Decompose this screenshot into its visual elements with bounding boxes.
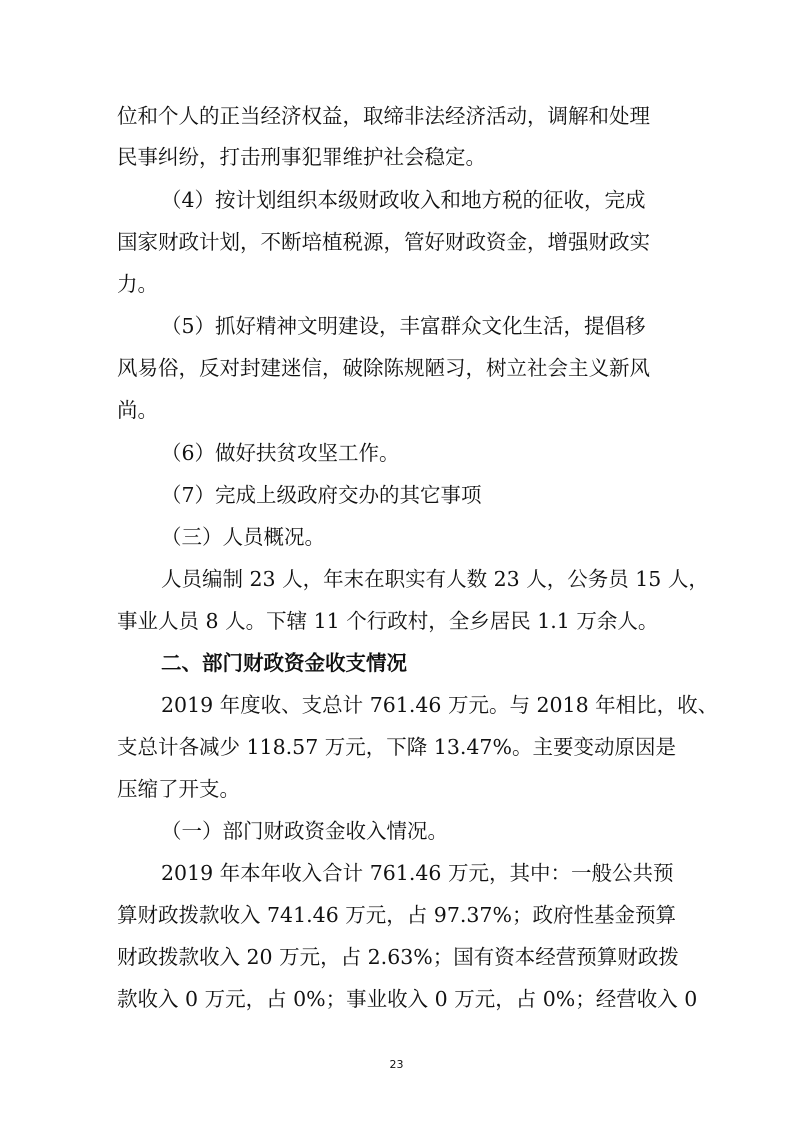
- paragraph-line: 压缩了开支。: [117, 777, 240, 801]
- paragraph-line: 2019 年本年收入合计 761.46 万元，其中：一般公共预: [161, 861, 674, 885]
- paragraph-line: 尚。: [117, 398, 158, 422]
- list-item-7: （7）完成上级政府交办的其它事项: [161, 483, 482, 507]
- paragraph-line: 支总计各减少 118.57 万元，下降 13.47%。主要变动原因是: [117, 735, 676, 759]
- paragraph-line: 位和个人的正当经济权益，取缔非法经济活动，调解和处理: [117, 104, 650, 128]
- subsection-heading-staff: （三）人员概况。: [161, 525, 325, 549]
- subsection-heading-income: （一）部门财政资金收入情况。: [161, 819, 448, 843]
- list-item-4: （4）按计划组织本级财政收入和地方税的征收，完成: [161, 188, 646, 212]
- paragraph-line: 事业人员 8 人。下辖 11 个行政村，全乡居民 1.1 万余人。: [117, 609, 659, 633]
- list-item-5: （5）抓好精神文明建设，丰富群众文化生活，提倡移: [161, 314, 646, 338]
- list-item-6: （6）做好扶贫攻坚工作。: [161, 441, 400, 465]
- page-number: 23: [389, 1058, 404, 1071]
- paragraph-line: 2019 年度收、支总计 761.46 万元。与 2018 年相比，收、: [161, 693, 719, 717]
- paragraph-line: 风易俗，反对封建迷信，破除陈规陋习，树立社会主义新风: [117, 356, 650, 380]
- paragraph-line: 人员编制 23 人，年末在职实有人数 23 人，公务员 15 人，: [161, 567, 709, 591]
- paragraph-line: 国家财政计划，不断培植税源，管好财政资金，增强财政实: [117, 230, 650, 254]
- paragraph-line: 款收入 0 万元，占 0%；事业收入 0 万元，占 0%；经营收入 0: [117, 987, 698, 1011]
- section-heading-finance: 二、部门财政资金收支情况: [161, 651, 407, 675]
- paragraph-line: 力。: [117, 272, 158, 296]
- paragraph-line: 民事纠纷，打击刑事犯罪维护社会稳定。: [117, 145, 486, 169]
- paragraph-line: 财政拨款收入 20 万元，占 2.63%；国有资本经营预算财政拨: [117, 945, 679, 969]
- paragraph-line: 算财政拨款收入 741.46 万元，占 97.37%；政府性基金预算: [117, 903, 676, 927]
